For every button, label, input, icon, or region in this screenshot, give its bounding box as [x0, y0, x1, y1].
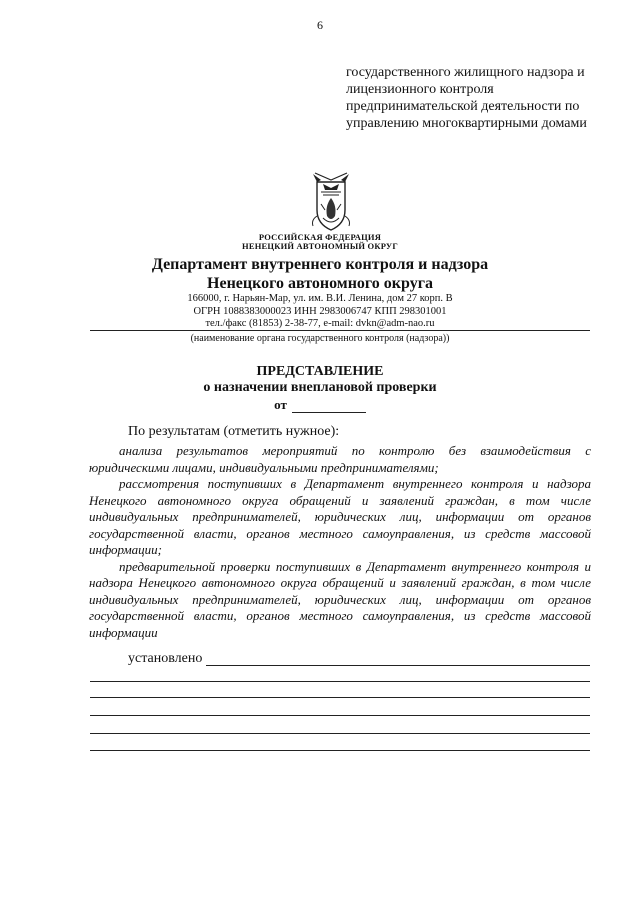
page-number: 6 [317, 18, 323, 32]
blank-line [90, 733, 590, 734]
coat-of-arms-icon [301, 170, 361, 232]
blank-line [90, 750, 590, 751]
option-item: предварительной проверки поступивших в Департамент внутреннего контроля и надзора Ненецкого автономного округа обращений и заявлений граждан, в том числе индивидуальных предпринимателей, юридических лиц, информации от органов государственной власти, органов местного самоуправления, из средств массовой информации [89, 558, 591, 640]
blank-line [90, 715, 590, 716]
department-phone-email: тел./факс (81853) 2-38-77, e-mail: dvkn@adm-nao.ru [205, 318, 435, 329]
established-label: установлено [128, 651, 203, 666]
blank-line [90, 681, 590, 682]
header-divider [90, 330, 590, 331]
option-item: рассмотрения поступивших в Департамент внутреннего контроля и надзора Ненецкого автономного округа обращений и заявлений граждан, в том числе индивидуальных предпринимателей, юридических лиц, информации от органов государственной власти, органов местного самоуправления, из средств массовой информации; [89, 476, 591, 557]
country-header [0, 233, 640, 251]
department-name [0, 255, 640, 293]
title-main: ПРЕДСТАВЛЕНИЕ [256, 364, 384, 379]
options-list [89, 443, 591, 641]
date-label: от [274, 397, 287, 412]
addressee-block: государственного жилищного надзора и лицензионного контроля предпринимательской деятельности по управлению многоквартирными домами [346, 65, 587, 131]
country-line-1: РОССИЙСКАЯ ФЕДЕРАЦИЯ [258, 232, 382, 242]
intro-text: По результатам (отметить нужное): [128, 424, 340, 439]
established-fill-line [206, 665, 590, 666]
date-line [0, 397, 640, 413]
department-address: 166000, г. Нарьян-Мар, ул. им. В.И. Ленина, дом 27 корп. В [187, 293, 453, 304]
department-line-2: Ненецкого автономного округа [207, 275, 433, 292]
option-item: анализа результатов мероприятий по контролю без взаимодействия с юридическими лицами, индивидуальными предпринимателями; [89, 443, 591, 475]
country-line-2: НЕНЕЦКИЙ АВТОНОМНЫЙ ОКРУГ [242, 241, 398, 251]
date-blank [292, 400, 366, 413]
department-contacts [0, 293, 640, 331]
title-sub: о назначении внеплановой проверки [203, 380, 437, 395]
department-registration: ОГРН 1088383000023 ИНН 2983006747 КПП 298301001 [193, 305, 447, 317]
document-title [0, 364, 640, 396]
department-line-1: Департамент внутреннего контроля и надзора [151, 256, 489, 273]
blank-line [90, 697, 590, 698]
authority-caption: (наименование органа государственного контроля (надзора)) [190, 333, 450, 344]
